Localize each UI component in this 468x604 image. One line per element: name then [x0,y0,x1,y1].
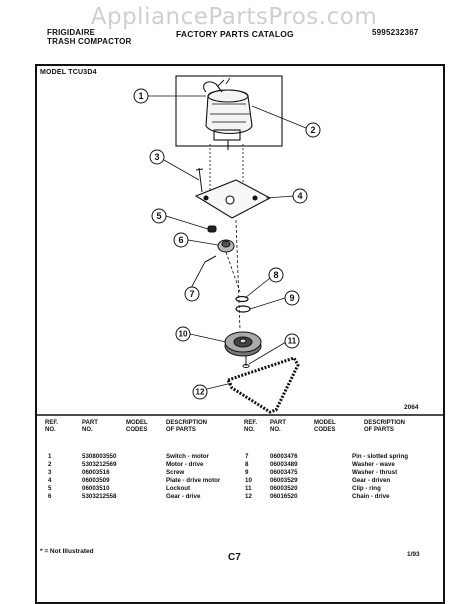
table-cell-ref: 1 [48,453,52,460]
table-cell-description: Motor - drive [166,461,204,468]
shaft-axis [226,220,240,330]
header-part: PART NO. [82,420,98,433]
left-part-column [82,454,116,502]
right-part-column [270,454,298,502]
callout-number: 12 [195,387,205,397]
table-cell-part: 06016520 [270,493,298,500]
table-cell-ref: 3 [48,469,52,476]
callout-number: 5 [156,211,162,221]
callout-number: 3 [154,152,160,162]
table-cell-description: Lockout [166,485,191,492]
thrust-washer [236,306,250,312]
table-cell-part: 06003509 [82,477,110,484]
table-cell-ref: 5 [48,485,52,492]
callout-number: 7 [189,289,195,299]
table-cell-ref: 8 [245,461,249,468]
header-part: PART NO. [270,420,286,433]
driven-gear-part [225,332,261,356]
doc-number: 5995232367 [372,28,419,37]
right-ref-column [245,454,252,502]
callout-number: 1 [138,91,144,101]
table-cell-description: Clip - ring [352,485,381,492]
table-cell-part: 06003489 [270,461,298,468]
table-cell-description: Gear - driven [352,477,391,484]
table-cell-ref: 2 [48,461,52,468]
page-number: C7 [228,552,241,563]
callout-number: 8 [273,270,279,280]
drive-chain [228,358,298,412]
table-cell-ref: 6 [48,493,52,500]
watermark: AppliancePartsPros.com [90,4,378,30]
left-description-column [166,454,220,502]
table-cell-ref: 9 [245,469,249,476]
table-cell-description: Switch - motor [166,453,209,460]
table-cell-part: 06003516 [82,469,110,476]
callout-number: 6 [178,235,184,245]
table-cell-description: Pin - slotted spring [352,453,409,460]
not-illustrated-note: * = Not Illustrated [40,548,94,555]
header-description: DESCRIPTION OF PARTS [166,420,208,433]
callout-number: 9 [289,293,295,303]
catalog-title: FACTORY PARTS CATALOG [176,29,294,39]
revision-date: 1/93 [407,551,420,558]
left-ref-column [48,454,51,502]
header-model-codes: MODEL CODES [314,420,336,433]
callout-number: 4 [297,191,303,201]
table-cell-description: Screw [166,469,185,476]
header-model-codes: MODEL CODES [126,420,148,433]
right-description-column [352,454,408,502]
table-cell-description: Washer - thrust [352,469,398,476]
table-cell-description: Plate - drive motor [166,477,221,484]
drive-motor-plate [196,180,270,218]
header-ref: REF. NO. [244,420,258,433]
table-cell-part: 06003475 [270,469,298,476]
diagram-code: 2064 [404,404,419,411]
ring-clip [243,356,249,368]
table-cell-ref: 11 [245,485,252,492]
table-cell-description: Gear - drive [166,493,201,500]
callout-number: 2 [310,125,316,135]
table-cell-part: 5303212558 [82,493,117,500]
motor-housing-drawing [176,76,282,150]
product-name: TRASH COMPACTOR [47,37,132,46]
header-description: DESCRIPTION OF PARTS [364,420,406,433]
brand-name: FRIGIDAIRE [47,28,96,37]
table-cell-ref: 10 [245,477,252,484]
table-cell-description: Washer - wave [352,461,395,468]
drive-gear-part [218,240,234,252]
table-cell-part: 06003529 [270,477,298,484]
table-cell-part: 06003510 [82,485,110,492]
table-cell-part: 06003476 [270,453,298,460]
model-label: MODEL TCU3D4 [40,69,97,76]
callout-number: 10 [178,329,188,339]
header-ref: REF. NO. [45,420,59,433]
slotted-pin [205,256,216,262]
table-cell-description: Chain - drive [352,493,390,500]
table-cell-ref: 12 [245,493,252,500]
screw-part [196,168,203,192]
table-cell-part: 06003520 [270,485,298,492]
table-cell-part: 5303212569 [82,461,117,468]
table-cell-ref: 4 [48,477,52,484]
table-cell-part: 5308003550 [82,453,117,460]
callout-number: 11 [287,336,297,346]
table-cell-ref: 7 [245,453,249,460]
lockout-part [208,226,216,232]
